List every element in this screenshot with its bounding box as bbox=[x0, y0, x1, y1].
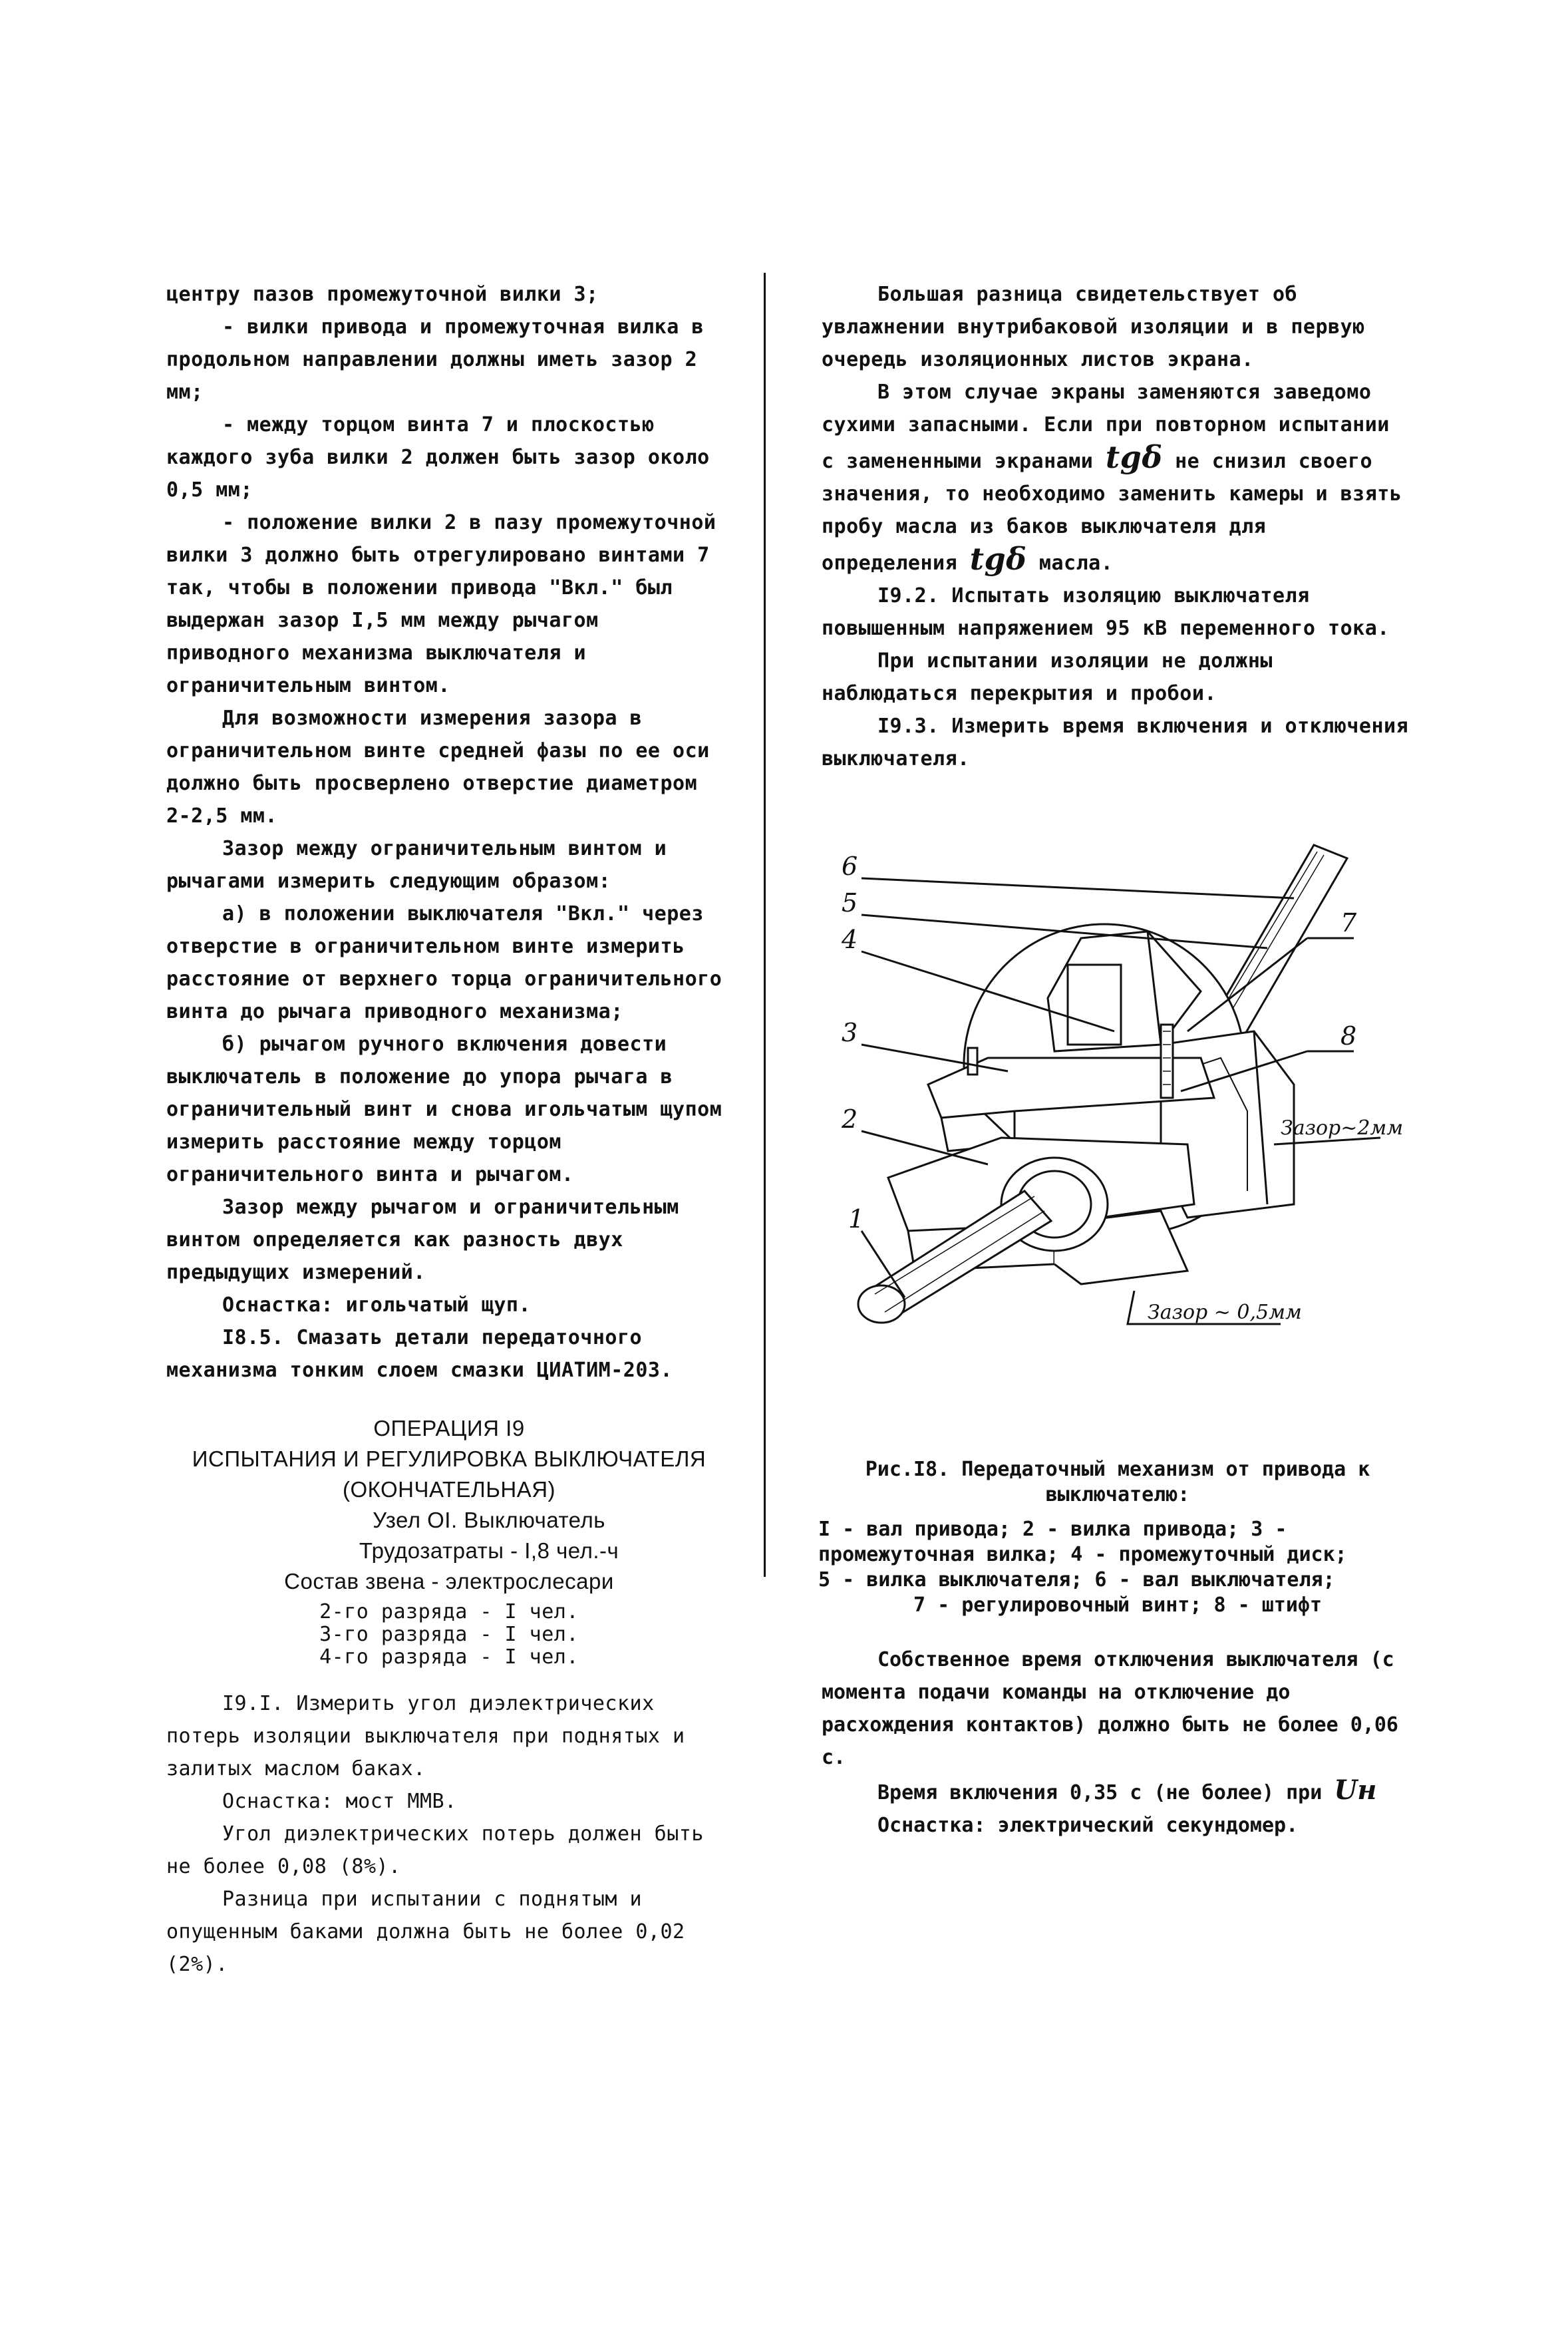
figure-label: 8 bbox=[1340, 1021, 1357, 1051]
operation-unit: Узел OI. Выключатель bbox=[373, 1508, 605, 1532]
paragraph: - вилки привода и промежуточная вилка в продольном направлении должны иметь зазор 2 мм; bbox=[166, 315, 704, 404]
nominal-voltage-symbol: Uн bbox=[1334, 1774, 1377, 1806]
paragraph: Зазор между ограничительным винтом и рычагами измерить следующим образом: bbox=[166, 837, 667, 893]
figure-label: 6 bbox=[842, 852, 858, 881]
figure-label: 1 bbox=[848, 1204, 865, 1234]
paragraph: Для возможности измерения зазора в ограничительном винте средней фазы по ее оси должно быть просверлено отверстие диаметром 2-2,5 мм. bbox=[166, 707, 710, 828]
figure-label: 5 bbox=[842, 888, 858, 918]
figure-caption bbox=[818, 1457, 1417, 1618]
operation-subtitle-2: (ОКОНЧАТЕЛЬНАЯ) bbox=[342, 1477, 556, 1502]
caption-line: 7 - регулировочный винт; 8 - штифт bbox=[913, 1593, 1323, 1617]
operation-labor: Трудозатраты - I,8 чел.-ч bbox=[359, 1538, 619, 1563]
caption-line: 5 - вилка выключателя; 6 - вал выключателя; bbox=[818, 1568, 1335, 1592]
paragraph: - положение вилки 2 в пазу промежуточной вилки 3 должно быть отрегулировано винтами 7 так, чтобы в положении привода "Вкл." был выдержан зазор I,5 мм между рычагом приводного механизма выключателя и ограничительным винтом. bbox=[166, 511, 716, 697]
paragraph: Разница при испытании с поднятым и опущенным баками должна быть не более 0,02 (2%). bbox=[166, 1888, 685, 1976]
paragraph: б) рычагом ручного включения довести выключатель в положение до упора рычага в ограничительный винт и снова игольчатым щупом измерить расстояние между торцом ограничительного винта и рычагом. bbox=[166, 1033, 722, 1186]
paragraph bbox=[822, 376, 1414, 580]
right-column bbox=[822, 278, 1414, 775]
equipment-line: Оснастка: игольчатый щуп. bbox=[222, 1293, 532, 1317]
paragraph: I9.2. Испытать изоляцию выключателя повышенным напряжением 95 кВ переменного тока. bbox=[822, 584, 1390, 640]
transmission-mechanism-figure bbox=[788, 832, 1427, 1357]
crew-rank-3: 3-го разряда - I чел. bbox=[319, 1623, 579, 1646]
operation-crew: Состав звена - электрослесари bbox=[284, 1569, 614, 1593]
after-figure-text bbox=[822, 1643, 1414, 1842]
caption-title: Рис.I8. Передаточный механизм от привода к выключателю: bbox=[865, 1458, 1370, 1506]
figure-label: 3 bbox=[842, 1018, 858, 1047]
text-segment: не снизил своего значения, то необходимо заменить камеры и взять пробу масла из баков выключателя для определения bbox=[822, 450, 1402, 575]
left-column bbox=[166, 278, 732, 1981]
crew-rank-2: 2-го разряда - I чел. bbox=[319, 1600, 579, 1623]
operation-title: ОПЕРАЦИЯ I9 bbox=[373, 1416, 525, 1440]
paragraph bbox=[822, 1774, 1414, 1809]
paragraph: а) в положении выключателя "Вкл." через отверстие в ограничительном винте измерить расстояние от верхнего торца ограничительного винта до рычага приводного механизма; bbox=[166, 902, 722, 1023]
operation-subtitle: ИСПЫТАНИЯ И РЕГУЛИРОВКА ВЫКЛЮЧАТЕЛЯ bbox=[192, 1446, 706, 1471]
paragraph: При испытании изоляции не должны наблюдаться перекрытия и пробои. bbox=[822, 649, 1273, 705]
text-segment: В этом случае экраны заменяются заведомо сухими запасными. Если при повторном испытании с замененными экранами bbox=[822, 381, 1390, 473]
equipment-line: Оснастка: электрический секундомер. bbox=[877, 1814, 1299, 1837]
figure-label: 2 bbox=[842, 1104, 858, 1134]
tg-delta-symbol: tgδ bbox=[969, 541, 1027, 577]
paragraph: центру пазов промежуточной вилки 3; bbox=[166, 283, 599, 306]
gap-label-top: Зазор~2мм bbox=[1281, 1116, 1404, 1140]
equipment-line: Оснастка: мост ММВ. bbox=[222, 1790, 457, 1813]
text-segment: Время включения 0,35 с (не более) при bbox=[877, 1781, 1323, 1804]
paragraph: Угол диэлектрических потерь должен быть не более 0,08 (8%). bbox=[166, 1822, 704, 1878]
paragraph: I9.I. Измерить угол диэлектрических потерь изоляции выключателя при поднятых и залитых маслом баках. bbox=[166, 1692, 685, 1780]
column-divider bbox=[764, 273, 766, 1577]
crew-rank-4: 4-го разряда - I чел. bbox=[319, 1645, 579, 1669]
paragraph: Большая разница свидетельствует об увлажнении внутрибаковой изоляции и в первую очередь изоляционных листов экрана. bbox=[822, 283, 1365, 371]
text-segment: масла. bbox=[1038, 552, 1114, 575]
paragraph: Собственное время отключения выключателя (с момента подачи команды на отключение до расхождения контактов) должно быть не более 0,06 с. bbox=[822, 1648, 1398, 1769]
paragraph: - между торцом винта 7 и плоскостью каждого зуба вилки 2 должен быть зазор около 0,5 мм; bbox=[166, 413, 710, 502]
gap-label-bottom: Зазор ~ 0,5мм bbox=[1148, 1301, 1302, 1324]
paragraph: Зазор между рычагом и ограничительным винтом определяется как разность двух предыдущих измерений. bbox=[166, 1196, 679, 1284]
tg-delta-symbol: tgδ bbox=[1105, 439, 1163, 475]
operation-header bbox=[166, 1413, 732, 1669]
paragraph: I9.3. Измерить время включения и отключения выключателя. bbox=[822, 715, 1409, 770]
figure-label: 4 bbox=[842, 925, 858, 954]
paragraph: I8.5. Смазать детали передаточного механизма тонким слоем смазки ЦИАТИМ-203. bbox=[166, 1326, 673, 1382]
figure-label: 7 bbox=[1340, 908, 1357, 937]
caption-line: I - вал привода; 2 - вилка привода; 3 - промежуточная вилка; 4 - промежуточный диск; bbox=[818, 1518, 1347, 1566]
